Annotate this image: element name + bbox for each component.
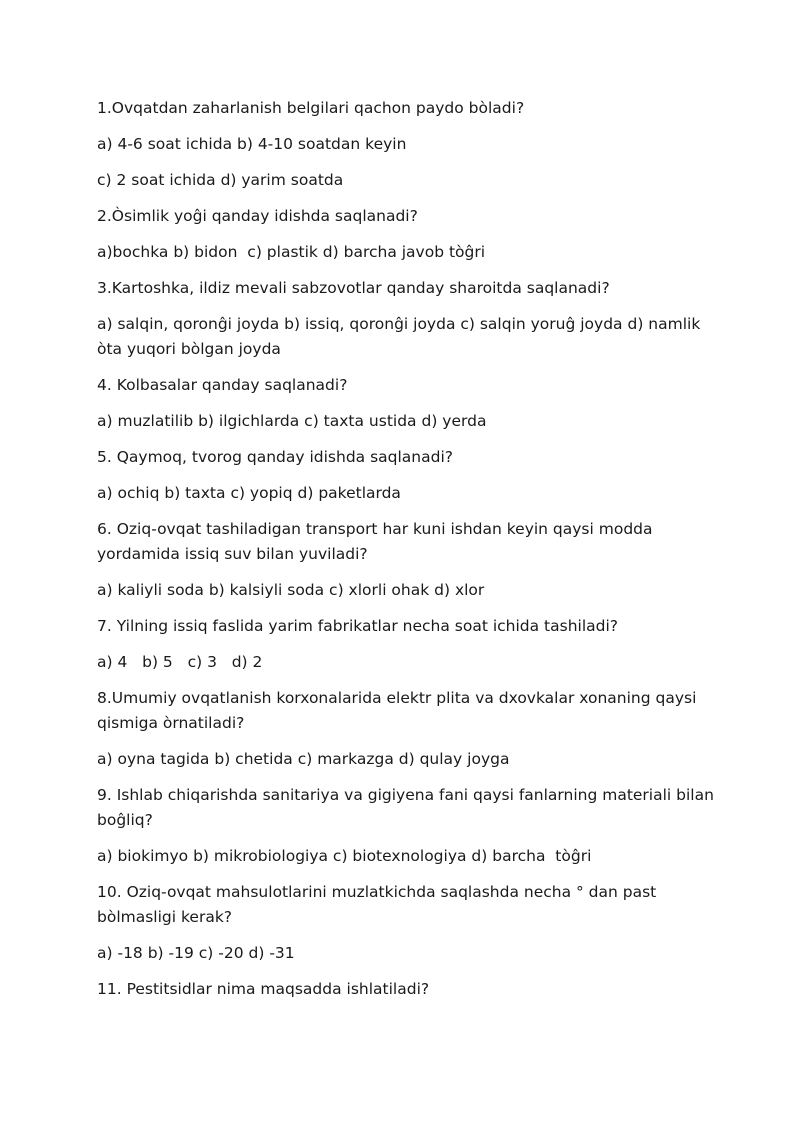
answers-10: a) -18 b) -19 c) -20 d) -31 — [97, 944, 295, 962]
answers-2: a)bochka b) bidon c) plastik d) barcha javob tòĝri — [97, 243, 486, 261]
question-9: 9. Ishlab chiqarishda sanitariya va gigiyena fani qaysi fanlarning materiali bilan boĝliq? — [97, 786, 719, 829]
answers-8: a) oyna tagida b) chetida c) markazga d) qulay joyga — [97, 750, 510, 768]
question-11: 11. Pestitsidlar nima maqsadda ishlatiladi? — [97, 980, 430, 998]
answers-9: a) biokimyo b) mikrobiologiya c) biotexnologiya d) barcha tòĝri — [97, 847, 592, 865]
question-10: 10. Oziq-ovqat mahsulotlarini muzlatkichda saqlashda necha ° dan past bòlmasligi kerak? — [97, 883, 662, 926]
question-5: 5. Qaymoq, tvorog qanday idishda saqlanadi? — [97, 448, 454, 466]
answers-5: a) ochiq b) taxta c) yopiq d) paketlarda — [97, 484, 401, 502]
question-7: 7. Yilning issiq faslida yarim fabrikatlar necha soat ichida tashiladi? — [97, 617, 619, 635]
question-2: 2.Òsimlik yoĝi qanday idishda saqlanadi? — [97, 207, 418, 225]
answers-3: a) salqin, qoronĝi joyda b) issiq, qoronĝi joyda c) salqin yoruĝ joyda d) namlik òta yuqori bòlgan joyda — [97, 315, 706, 358]
answers-4: a) muzlatilib b) ilgichlarda c) taxta ustida d) yerda — [97, 412, 487, 430]
answers-1a: a) 4-6 soat ichida b) 4-10 soatdan keyin — [97, 135, 407, 153]
answers-7: a) 4 b) 5 c) 3 d) 2 — [97, 653, 263, 671]
question-1: 1.Ovqatdan zaharlanish belgilari qachon paydo bòladi? — [97, 99, 525, 117]
answers-1b: c) 2 soat ichida d) yarim soatda — [97, 171, 344, 189]
question-4: 4. Kolbasalar qanday saqlanadi? — [97, 376, 348, 394]
document-body — [97, 96, 717, 1013]
question-3: 3.Kartoshka, ildiz mevali sabzovotlar qanday sharoitda saqlanadi? — [97, 279, 610, 297]
question-6: 6. Oziq-ovqat tashiladigan transport har kuni ishdan keyin qaysi modda yordamida issiq suv bilan yuviladi? — [97, 520, 658, 563]
question-8: 8.Umumiy ovqatlanish korxonalarida elektr plita va dxovkalar xonaning qaysi qismiga òrnatiladi? — [97, 689, 702, 732]
answers-6: a) kaliyli soda b) kalsiyli soda c) xlorli ohak d) xlor — [97, 581, 485, 599]
